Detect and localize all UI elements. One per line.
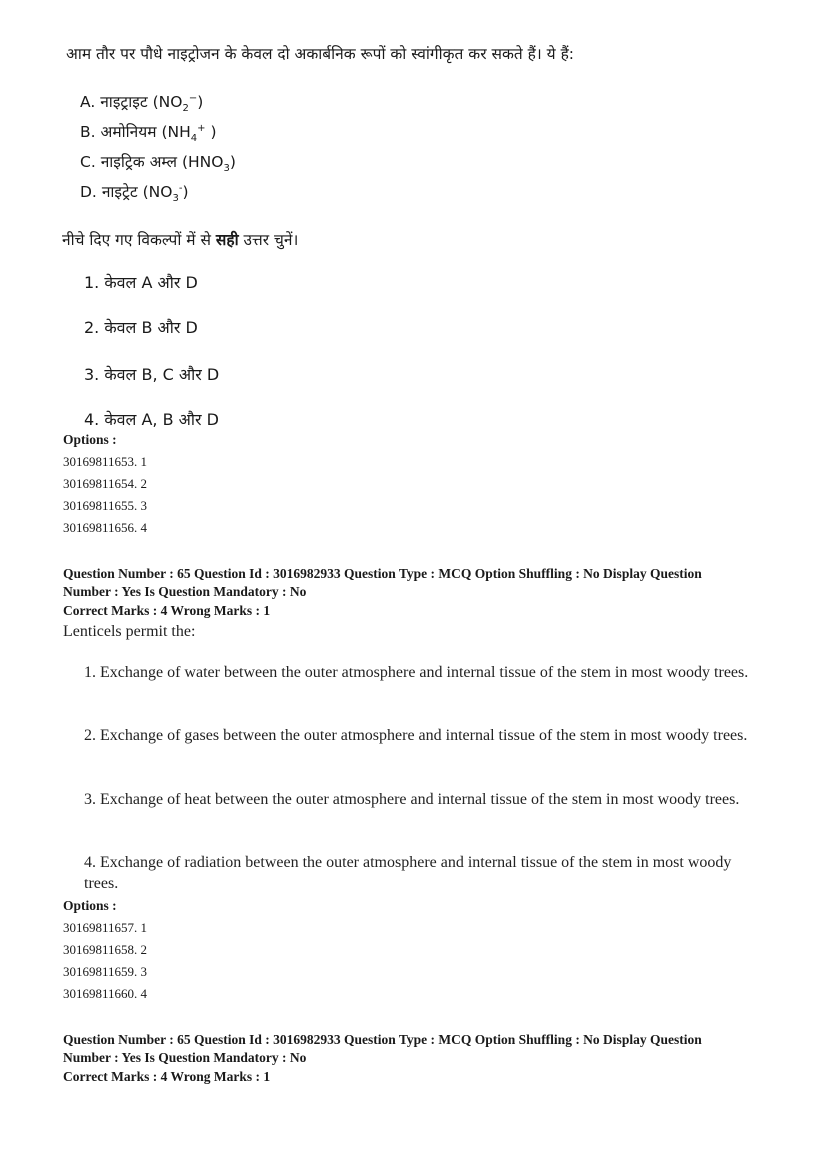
choice-4: 4. Exchange of radiation between the outer atmosphere and internal tissue of the stem in most woody trees. xyxy=(84,854,732,892)
question-meta-line1: Question Number : 65 Question Id : 3016982933 Question Type : MCQ Option Shuffling : No Display Question xyxy=(63,1032,702,1047)
question-meta-line2: Number : Yes Is Question Mandatory : No xyxy=(63,584,307,599)
choice-3: 3. Exchange of heat between the outer atmosphere and internal tissue of the stem in most woody trees. xyxy=(84,791,740,808)
choice-4: 4. केवल A, B और D xyxy=(84,410,219,429)
option-row: 30169811660. 4 xyxy=(63,986,148,1001)
option-row: 30169811656. 4 xyxy=(63,520,148,535)
statement-d: D. नाइट्रेट $(NO_3^-)$ xyxy=(80,182,189,205)
statement-a: A. नाइट्राइट $(NO_2^-)$ xyxy=(80,92,204,115)
statement-c: C. नाइट्रिक अम्ल $(HNO_3)$ xyxy=(80,153,236,175)
option-row: 30169811653. 1 xyxy=(63,454,148,469)
question-meta-line1: Question Number : 65 Question Id : 3016982933 Question Type : MCQ Option Shuffling : No Display Question xyxy=(63,566,702,581)
instruction-text: नीचे दिए गए विकल्पों में से सही उत्तर चुनें। xyxy=(62,231,299,249)
choice-3: 3. केवल B, C और D xyxy=(84,365,220,384)
option-row: 30169811655. 3 xyxy=(63,498,148,513)
option-row: 30169811657. 1 xyxy=(63,920,148,935)
option-row: 30169811654. 2 xyxy=(63,476,148,491)
question-meta-line3: Correct Marks : 4 Wrong Marks : 1 xyxy=(63,1069,271,1084)
question-stem-hindi: आम तौर पर पौधे नाइट्रोजन के केवल दो अकार्बनिक रूपों को स्वांगीकृत कर सकते हैं। ये हैं: xyxy=(66,45,575,63)
choice-1: 1. केवल A और D xyxy=(84,273,198,292)
options-label: Options : xyxy=(63,432,117,447)
question-meta-line2: Number : Yes Is Question Mandatory : No xyxy=(63,1050,307,1065)
choice-2: 2. केवल B और D xyxy=(84,318,198,337)
option-row: 30169811658. 2 xyxy=(63,942,148,957)
choice-2: 2. Exchange of gases between the outer atmosphere and internal tissue of the stem in most woody trees. xyxy=(84,727,748,744)
option-row: 30169811659. 3 xyxy=(63,964,148,979)
choice-1: 1. Exchange of water between the outer atmosphere and internal tissue of the stem in most woody trees. xyxy=(84,664,749,681)
statement-b: B. अमोनियम ($NH_4^+$ ) xyxy=(80,122,217,145)
options-label: Options : xyxy=(63,898,117,913)
question-stem-english: Lenticels permit the: xyxy=(63,623,196,640)
question-meta-line3: Correct Marks : 4 Wrong Marks : 1 xyxy=(63,603,271,618)
